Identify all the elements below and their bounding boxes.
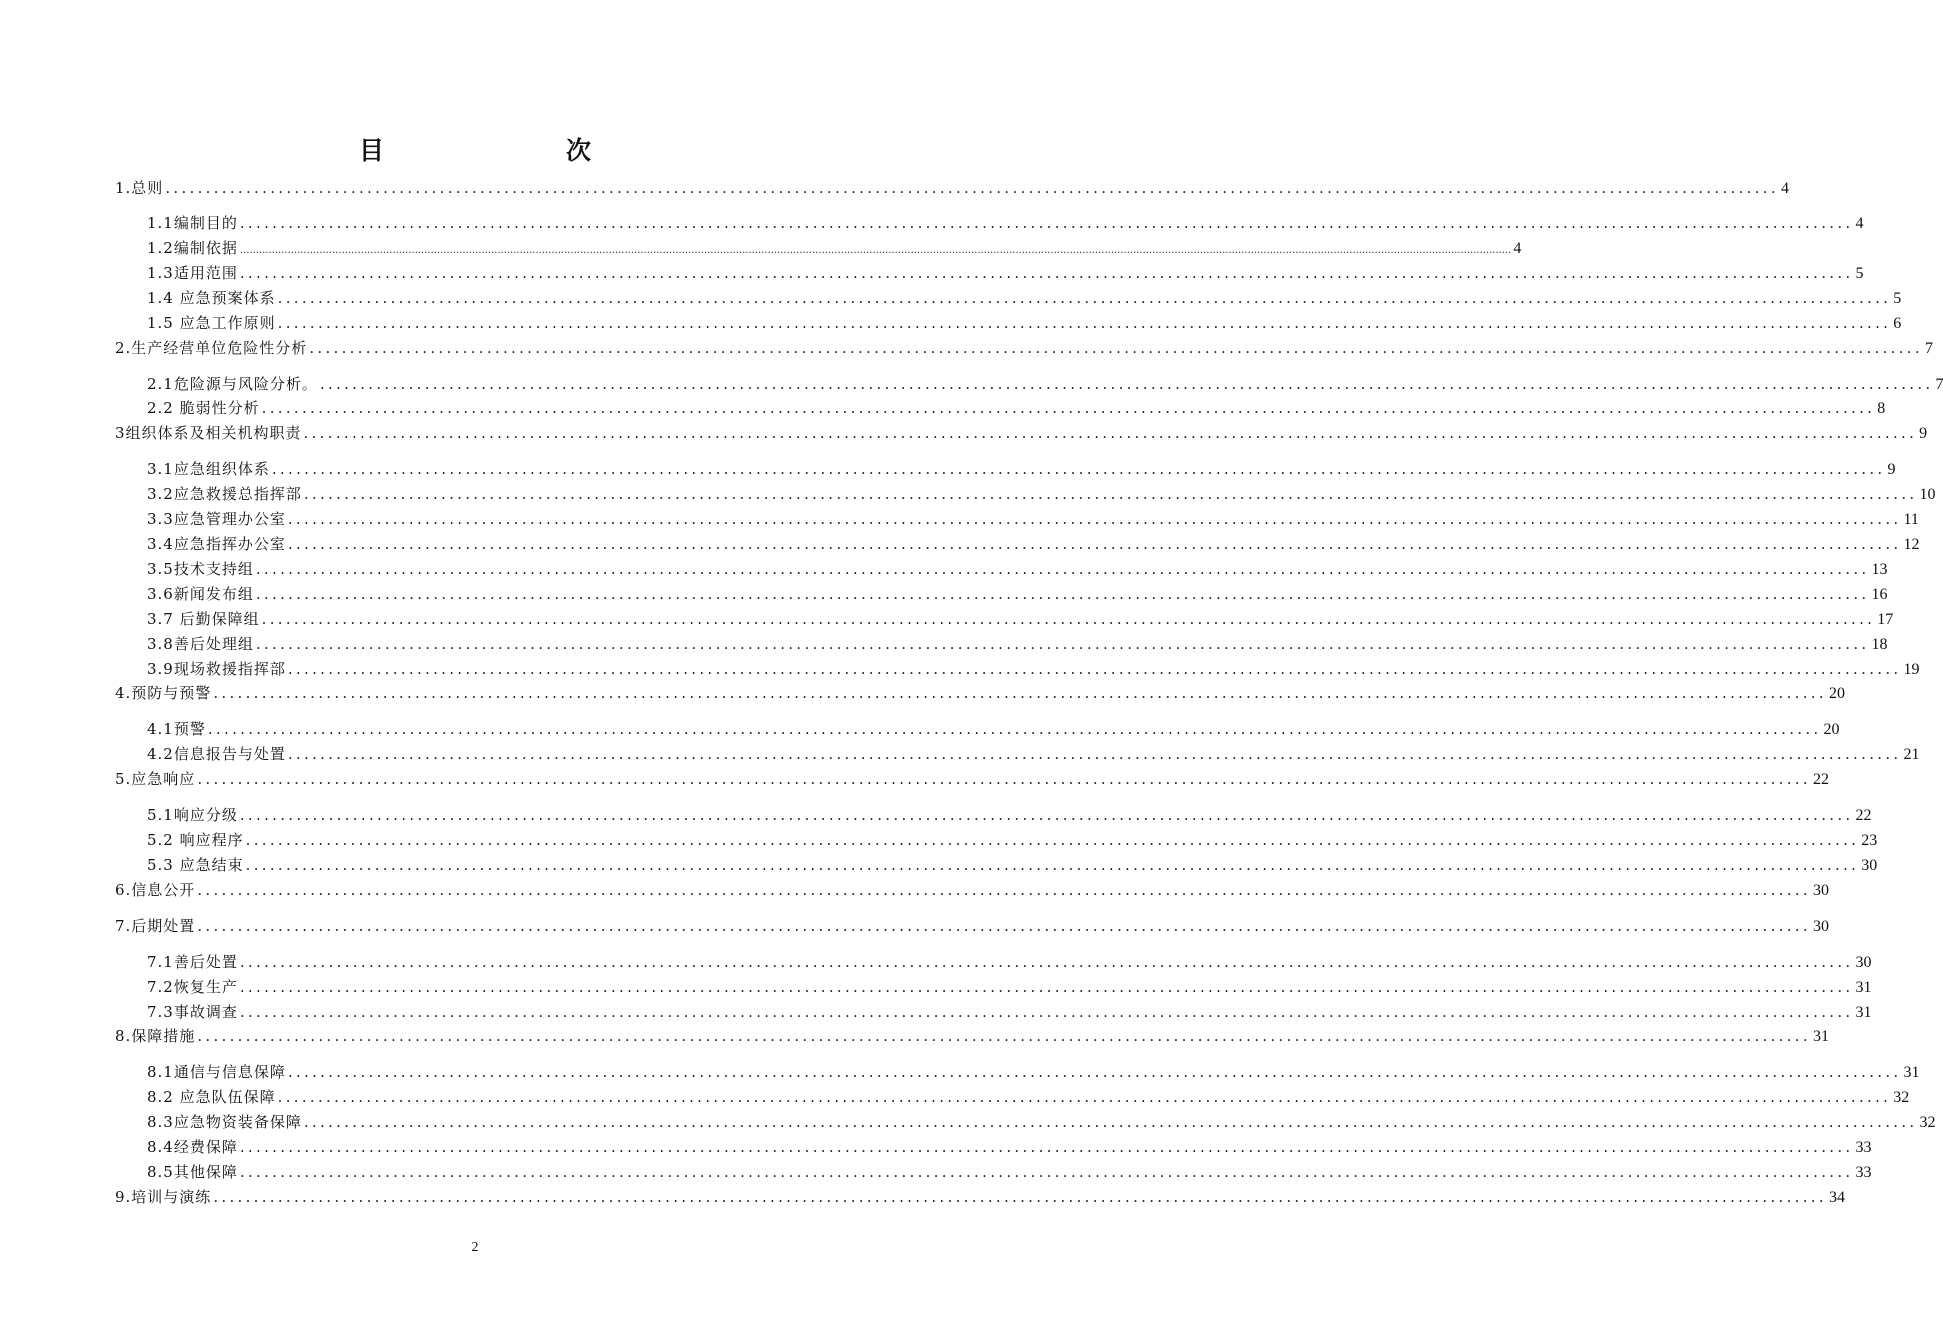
toc-entry-page: 31 <box>1855 1004 1872 1021</box>
toc-entry-3-5[interactable] <box>147 557 1888 581</box>
dot-leader: ........................................................................................................................................................................................................ <box>213 1188 1827 1206</box>
toc-entry-label: 5.2 响应程序 <box>147 831 244 849</box>
toc-entry-page: 13 <box>1871 561 1888 578</box>
toc-entry-page: 30 <box>1812 918 1829 935</box>
toc-entry-label: 3组织体系及相关机构职责 <box>115 424 302 442</box>
toc-entry-8-3[interactable] <box>147 1110 1936 1134</box>
toc-entry-label: 1.4 应急预案体系 <box>147 289 276 307</box>
toc-entry-page: 18 <box>1871 636 1888 653</box>
dot-leader: ........................................................................................................................................................................................................ <box>197 1027 1811 1045</box>
dot-leader: ........................................................................................................................................................................................................ <box>303 424 1918 442</box>
toc-entry-page: 16 <box>1871 586 1888 603</box>
toc-entry-8-5[interactable] <box>147 1160 1872 1184</box>
toc-entry-2[interactable] <box>115 336 1933 360</box>
toc-entry-3-2[interactable] <box>147 482 1936 506</box>
toc-entry-page: 33 <box>1855 1139 1872 1156</box>
toc-entry-label: 3.5技术支持组 <box>147 560 254 578</box>
toc-entry-page: 34 <box>1828 1189 1845 1206</box>
toc-entry-label: 7.1善后处置 <box>147 953 238 971</box>
toc-entry-7[interactable] <box>115 914 1829 938</box>
toc-entry-5[interactable] <box>115 767 1829 791</box>
toc-entry-label: 3.2应急救援总指挥部 <box>147 485 302 503</box>
toc-entry-5-2[interactable] <box>147 828 1878 852</box>
toc-entry-page: 30 <box>1861 857 1878 874</box>
toc-entry-page: 33 <box>1855 1164 1872 1181</box>
toc-entry-8-1[interactable] <box>147 1060 1920 1084</box>
dot-leader: ........................................................................................................................................................................................................ <box>239 264 1854 282</box>
dot-leader: ........................................................................................................................................................................................................ <box>255 635 1870 653</box>
dot-leader: ........................................................................................................................................................................................................ <box>197 881 1811 899</box>
toc-entry-page: 9 <box>1887 461 1896 478</box>
toc-entry-3[interactable] <box>115 421 1928 445</box>
toc-entry-3-4[interactable] <box>147 532 1920 556</box>
toc-entry-page: 4 <box>1855 215 1864 232</box>
toc-entry-page: 5 <box>1893 290 1902 307</box>
toc-entry-page: 9 <box>1919 425 1928 442</box>
toc-entry-label: 2.1危险源与风险分析。 <box>147 375 318 393</box>
toc-entry-page: 12 <box>1903 536 1920 553</box>
dot-leader: ........................................................................................................................................................................................................ <box>239 978 1854 996</box>
toc-entry-page: 30 <box>1855 954 1872 971</box>
toc-entry-label: 4.预防与预警 <box>115 684 212 702</box>
dot-leader: ........................................................................................................................................................................................................ <box>207 720 1822 738</box>
toc-entry-page: 31 <box>1903 1064 1920 1081</box>
toc-entry-label: 8.5其他保障 <box>147 1163 238 1181</box>
toc-entry-label: 3.7 后勤保障组 <box>147 610 260 628</box>
toc-entry-page: 20 <box>1828 685 1845 702</box>
page-title: 目 次 <box>358 136 635 165</box>
dot-leader: ........................................................................................................................................................................................................ <box>255 585 1870 603</box>
toc-entry-3-9[interactable] <box>147 657 1920 681</box>
dot-leader: ........................................................................................................................................................................................................ <box>239 1003 1854 1021</box>
dot-leader: ........................................................................................................................................................................................................ <box>245 831 1860 849</box>
toc-entry-4[interactable] <box>115 681 1845 705</box>
toc-entry-page: 7 <box>1935 376 1943 393</box>
toc-entry-page: 4 <box>1513 240 1522 257</box>
toc-entry-label: 9.培训与演练 <box>115 1188 212 1206</box>
toc-entry-label: 7.3事故调查 <box>147 1003 238 1021</box>
toc-entry-label: 7.后期处置 <box>115 917 196 935</box>
toc-entry-page: 19 <box>1903 661 1920 678</box>
toc-entry-label: 1.5 应急工作原则 <box>147 314 276 332</box>
dot-leader: ........................................................................................................................................................................................................ <box>309 339 1923 357</box>
toc-entry-label: 1.1编制目的 <box>147 214 238 232</box>
toc-entry-label: 4.1预警 <box>147 720 206 738</box>
toc-entry-1-1[interactable] <box>147 211 1864 235</box>
toc-entry-page: 4 <box>1780 180 1789 197</box>
toc-entry-page: 22 <box>1855 807 1872 824</box>
dot-leader: ........................................................................................................................................................................................................ <box>255 560 1870 578</box>
toc-entry-8-4[interactable] <box>147 1135 1872 1159</box>
dot-leader: ........................................................................................................................................................................................................ <box>261 399 1876 417</box>
toc-entry-label: 3.1应急组织体系 <box>147 460 270 478</box>
toc-entry-label: 1.3适用范围 <box>147 264 238 282</box>
toc-entry-page: 32 <box>1919 1114 1936 1131</box>
dot-leader: ........................................................................................................................................................................................................ <box>271 460 1886 478</box>
toc-entry-page: 21 <box>1903 746 1920 763</box>
toc-entry-label: 4.2信息报告与处置 <box>147 745 286 763</box>
toc-entry-label: 1.2编制依据 <box>147 239 238 257</box>
dot-leader: ........................................................................................................................................................................................................ <box>287 535 1902 553</box>
toc-entry-1-4[interactable] <box>147 286 1902 310</box>
toc-entry-page: 11 <box>1903 511 1919 528</box>
toc-entry-page: 8 <box>1877 400 1886 417</box>
dot-leader: ........................................................................................................................................................................................................ <box>213 684 1827 702</box>
toc-entry-page: 30 <box>1812 882 1829 899</box>
toc-entry-label: 8.4经费保障 <box>147 1138 238 1156</box>
toc-entry-1-2[interactable] <box>147 236 1522 260</box>
dot-leader: ........................................................................................................................................................................................................ <box>287 1063 1902 1081</box>
toc-entry-page: 7 <box>1924 340 1933 357</box>
toc-entry-1-3[interactable] <box>147 261 1864 285</box>
toc-entry-3-1[interactable] <box>147 457 1896 481</box>
dot-leader: ................................................................................................................................................................................................................................................................................................................................................................................................................ <box>239 245 1512 256</box>
toc-entry-5-1[interactable] <box>147 803 1872 827</box>
toc-entry-4-2[interactable] <box>147 742 1920 766</box>
toc-entry-page: 6 <box>1893 315 1902 332</box>
toc-entry-label: 2.生产经营单位危险性分析 <box>115 339 308 357</box>
toc-entry-page: 32 <box>1893 1089 1910 1106</box>
toc-entry-4-1[interactable] <box>147 717 1840 741</box>
toc-entry-2-2[interactable] <box>147 396 1886 420</box>
toc-entry-page: 20 <box>1823 721 1840 738</box>
toc-entry-3-6[interactable] <box>147 582 1888 606</box>
toc-entry-label: 3.8善后处理组 <box>147 635 254 653</box>
toc-entry-label: 3.6新闻发布组 <box>147 585 254 603</box>
toc-entry-2-1[interactable] <box>147 372 1943 396</box>
dot-leader: ........................................................................................................................................................................................................ <box>287 510 1902 528</box>
page-number: 2 <box>471 1240 479 1255</box>
toc-entry-label: 8.1通信与信息保障 <box>147 1063 286 1081</box>
toc-entry-1[interactable] <box>115 176 1789 200</box>
dot-leader: ........................................................................................................................................................................................................ <box>239 1138 1854 1156</box>
toc-entry-page: 5 <box>1855 265 1864 282</box>
dot-leader: ........................................................................................................................................................................................................ <box>277 314 1892 332</box>
dot-leader: ........................................................................................................................................................................................................ <box>245 856 1860 874</box>
toc-entry-9[interactable] <box>115 1185 1845 1209</box>
toc-entry-label: 5.应急响应 <box>115 770 196 788</box>
dot-leader: ........................................................................................................................................................................................................ <box>239 1163 1854 1181</box>
toc-entry-3-7[interactable] <box>147 607 1894 631</box>
dot-leader: ........................................................................................................................................................................................................ <box>277 289 1892 307</box>
dot-leader: ........................................................................................................................................................................................................ <box>319 375 1934 393</box>
toc-entry-7-2[interactable] <box>147 975 1872 999</box>
dot-leader: ........................................................................................................................................................................................................ <box>261 610 1876 628</box>
toc-entry-page: 17 <box>1877 611 1894 628</box>
dot-leader: ........................................................................................................................................................................................................ <box>303 1113 1918 1131</box>
dot-leader: ........................................................................................................................................................................................................ <box>197 770 1811 788</box>
dot-leader: ........................................................................................................................................................................................................ <box>239 806 1854 824</box>
toc-entry-page: 10 <box>1919 486 1936 503</box>
dot-leader: ........................................................................................................................................................................................................ <box>277 1088 1892 1106</box>
toc-entry-label: 1.总则 <box>115 179 164 197</box>
dot-leader: ........................................................................................................................................................................................................ <box>239 214 1854 232</box>
toc-entry-7-3[interactable] <box>147 1000 1872 1024</box>
toc-entry-label: 2.2 脆弱性分析 <box>147 399 260 417</box>
toc-entry-8-2[interactable] <box>147 1085 1910 1109</box>
dot-leader: ........................................................................................................................................................................................................ <box>287 660 1902 678</box>
toc-entry-page: 23 <box>1861 832 1878 849</box>
toc-entry-label: 7.2恢复生产 <box>147 978 238 996</box>
toc-entry-6[interactable] <box>115 878 1829 902</box>
dot-leader: ........................................................................................................................................................................................................ <box>197 917 1811 935</box>
toc-entry-label: 3.3应急管理办公室 <box>147 510 286 528</box>
toc-entry-7-1[interactable] <box>147 950 1872 974</box>
toc-entry-3-3[interactable] <box>147 507 1919 531</box>
toc-entry-5-3[interactable] <box>147 853 1878 877</box>
toc-entry-label: 6.信息公开 <box>115 881 196 899</box>
toc-entry-1-5[interactable] <box>147 311 1902 335</box>
toc-entry-label: 3.4应急指挥办公室 <box>147 535 286 553</box>
dot-leader: ........................................................................................................................................................................................................ <box>165 179 1779 197</box>
toc-entry-label: 5.1响应分级 <box>147 806 238 824</box>
toc-entry-3-8[interactable] <box>147 632 1888 656</box>
toc-entry-label: 5.3 应急结束 <box>147 856 244 874</box>
dot-leader: ........................................................................................................................................................................................................ <box>239 953 1854 971</box>
toc-entry-label: 3.9现场救援指挥部 <box>147 660 286 678</box>
dot-leader: ........................................................................................................................................................................................................ <box>303 485 1918 503</box>
toc-entry-page: 31 <box>1855 979 1872 996</box>
dot-leader: ........................................................................................................................................................................................................ <box>287 745 1902 763</box>
toc-entry-page: 31 <box>1812 1028 1829 1045</box>
toc-entry-label: 8.2 应急队伍保障 <box>147 1088 276 1106</box>
toc-entry-label: 8.保障措施 <box>115 1027 196 1045</box>
toc-entry-label: 8.3应急物资装备保障 <box>147 1113 302 1131</box>
toc-entry-8[interactable] <box>115 1024 1829 1048</box>
toc-entry-page: 22 <box>1812 771 1829 788</box>
